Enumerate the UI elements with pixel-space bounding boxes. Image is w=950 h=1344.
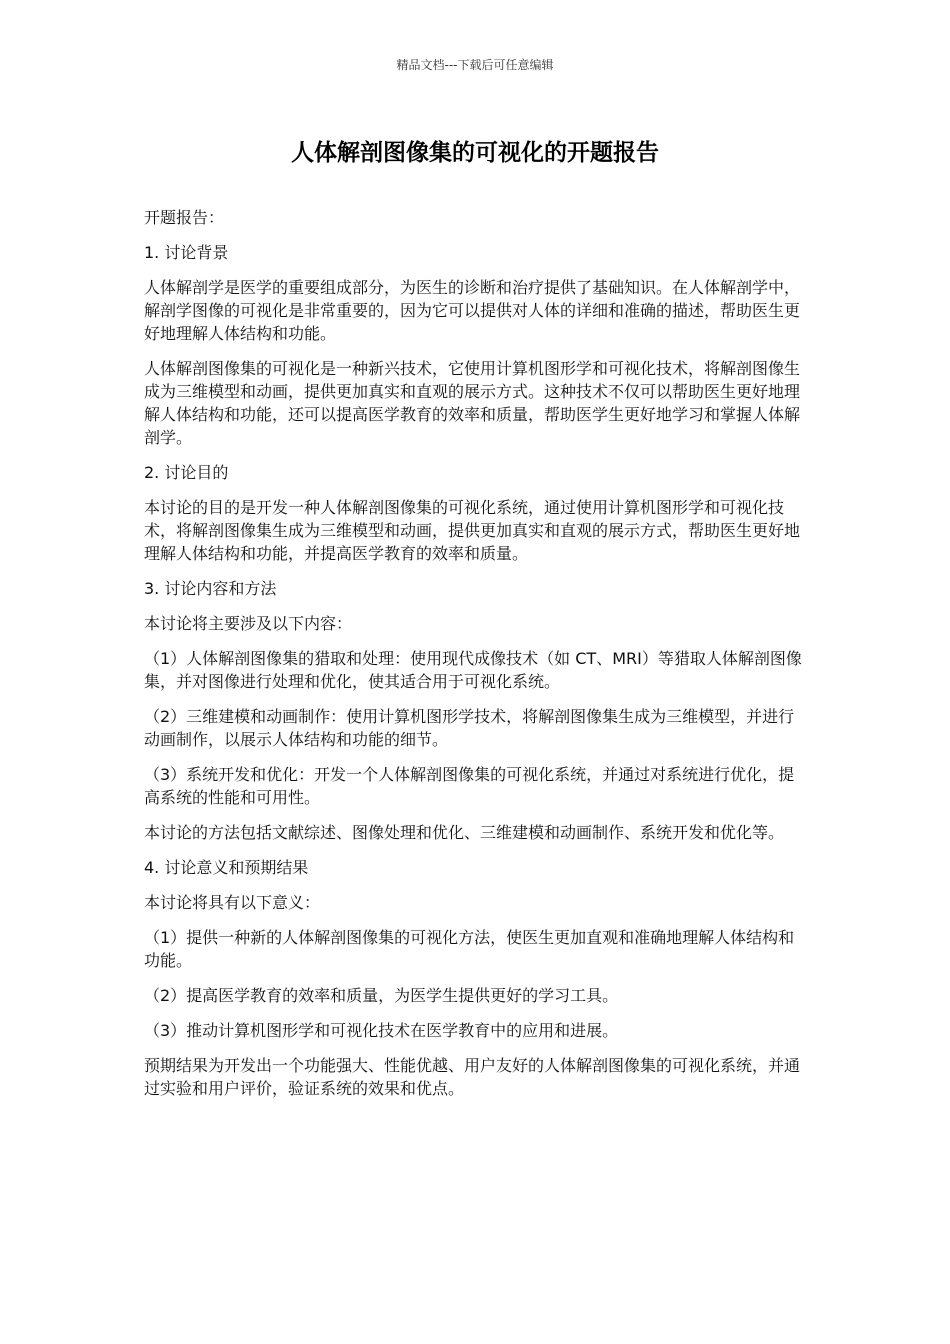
list-item: （1）人体解剖图像集的猎取和处理：使用现代成像技术（如 CT、MRI）等猎取人体解剖图像集，并对图像进行处理和优化，使其适合用于可视化系统。 <box>144 649 802 691</box>
section-heading-background: 1. 讨论背景 <box>144 243 229 262</box>
document-title: 人体解剖图像集的可视化的开题报告 <box>291 140 659 166</box>
section-heading-purpose: 2. 讨论目的 <box>144 463 229 482</box>
paragraph: 人体解剖学是医学的重要组成部分，为医生的诊断和治疗提供了基础知识。在人体解剖学中，解剖学图像的可视化是非常重要的，因为它可以提供对人体的详细和准确的描述，帮助医生更好地理解人体结构和功能。 <box>144 278 801 343</box>
section-heading-significance: 4. 讨论意义和预期结果 <box>144 858 309 877</box>
list-item: （3）推动计算机图形学和可视化技术在医学教育中的应用和进展。 <box>144 1021 619 1040</box>
paragraph: 本讨论将主要涉及以下内容： <box>144 614 353 633</box>
paragraph-report-label: 开题报告： <box>144 208 225 227</box>
list-item: （2）提高医学教育的效率和质量，为医学生提供更好的学习工具。 <box>144 986 619 1005</box>
list-item: （3）系统开发和优化：开发一个人体解剖图像集的可视化系统，并通过对系统进行优化，提高系统的性能和可用性。 <box>144 765 795 807</box>
list-item: （2）三维建模和动画制作：使用计算机图形学技术，将解剖图像集生成为三维模型，并进行动画制作，以展示人体结构和功能的细节。 <box>144 707 795 749</box>
paragraph: 人体解剖图像集的可视化是一种新兴技术，它使用计算机图形学和可视化技术，将解剖图像生成为三维模型和动画，提供更加真实和直观的展示方式。这种技术不仅可以帮助医生更好地理解人体结构和功能，还可以提高医学教育的效率和质量，帮助医学生更好地学习和掌握人体解剖学。 <box>144 359 801 447</box>
document-body <box>144 206 808 1112</box>
paragraph: 本讨论将具有以下意义： <box>144 893 321 912</box>
list-item: （1）提供一种新的人体解剖图像集的可视化方法，使医生更加直观和准确地理解人体结构和功能。 <box>144 928 795 970</box>
header-note: 精品文档---下载后可任意编辑 <box>396 58 554 72</box>
paragraph: 本讨论的目的是开发一种人体解剖图像集的可视化系统，通过使用计算机图形学和可视化技术，将解剖图像集生成为三维模型和动画，提供更加真实和直观的展示方式，帮助医生更好地理解人体结构和功能，并提高医学教育的效率和质量。 <box>144 498 801 563</box>
paragraph: 预期结果为开发出一个功能强大、性能优越、用户友好的人体解剖图像集的可视化系统，并通过实验和用户评价，验证系统的效果和优点。 <box>144 1056 801 1098</box>
section-heading-content-methods: 3. 讨论内容和方法 <box>144 579 277 598</box>
paragraph: 本讨论的方法包括文献综述、图像处理和优化、三维建模和动画制作、系统开发和优化等。 <box>144 823 785 842</box>
